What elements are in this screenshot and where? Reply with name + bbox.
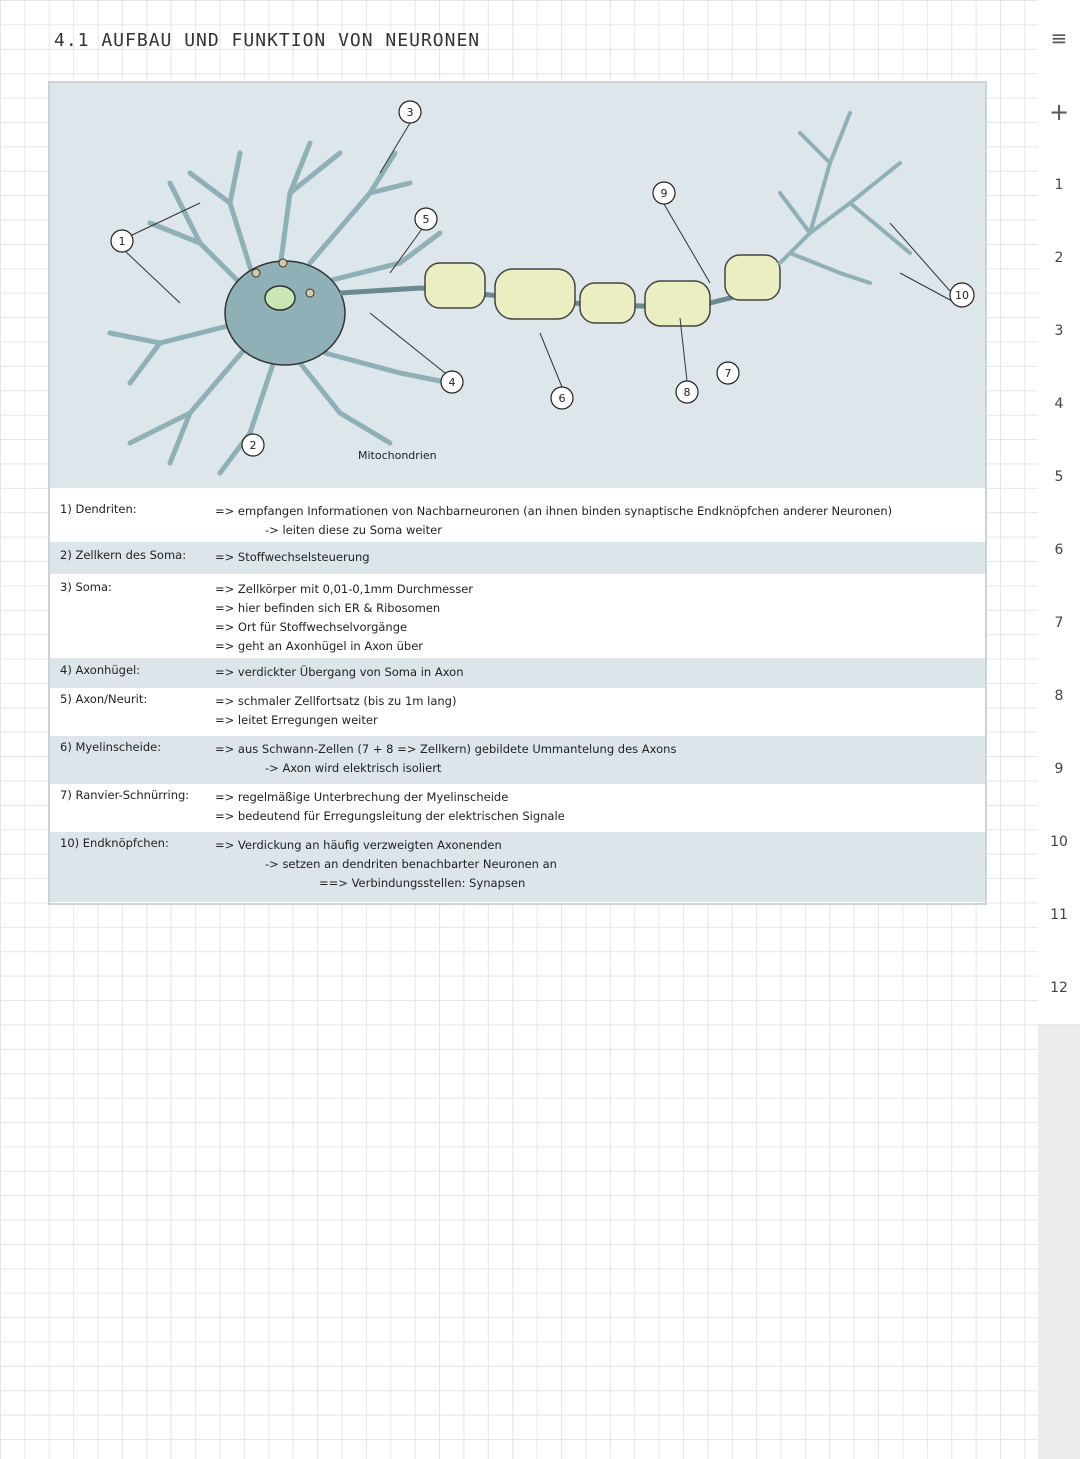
desc-line: => verdickter Übergang von Soma in Axon [215, 665, 464, 679]
description-table [50, 488, 985, 902]
row-myelinscheide [50, 736, 985, 784]
desc-line: => aus Schwann-Zellen (7 + 8 => Zellkern) gebildete Ummantelung des Axons [215, 742, 677, 756]
row-desc [215, 788, 985, 832]
row-label: 2) Zellkern des Soma: [60, 548, 187, 562]
myelin-sheaths [425, 255, 780, 326]
desc-line: ==> Verbindungsstellen: Synapsen [319, 876, 526, 890]
row-axonhuegel [50, 658, 985, 688]
row-zellkern [50, 542, 985, 574]
row-desc [215, 740, 985, 784]
desc-line: => Zellkörper mit 0,01-0,1mm Durchmesser [215, 582, 474, 596]
page-tab-4[interactable]: 4 [1038, 367, 1080, 441]
menu-icon[interactable]: ≡ [1038, 0, 1080, 76]
label-4: 4 [448, 376, 456, 389]
label-10: 10 [955, 289, 969, 302]
page-sidebar [1038, 0, 1080, 1459]
neuron-diagram [50, 83, 985, 488]
desc-line: => regelmäßige Unterbrechung der Myelinscheide [215, 790, 509, 804]
desc-line: -> leiten diese zu Soma weiter [265, 523, 442, 537]
row-label: 4) Axonhügel: [60, 663, 141, 677]
row-label: 6) Myelinscheide: [60, 740, 162, 754]
page-tab-9[interactable]: 9 [1038, 732, 1080, 806]
row-axon [50, 688, 985, 736]
desc-line: => Stoffwechselsteuerung [215, 550, 370, 564]
label-6: 6 [558, 392, 566, 405]
label-9: 9 [660, 187, 668, 200]
label-7: 7 [724, 367, 732, 380]
page-tab-11[interactable]: 11 [1038, 878, 1080, 952]
desc-line: => hier befinden sich ER & Ribosomen [215, 601, 441, 615]
row-desc [215, 548, 985, 574]
row-label: 5) Axon/Neurit: [60, 692, 148, 706]
page-tab-1[interactable]: 1 [1038, 148, 1080, 222]
page-tab-2[interactable]: 2 [1038, 221, 1080, 295]
desc-line: => empfangen Informationen von Nachbarneuronen (an ihnen binden synaptische Endknöpfchen anderer Neuronen) [215, 504, 893, 518]
row-desc [215, 580, 985, 658]
nucleus-shape [265, 286, 295, 310]
row-desc [215, 836, 985, 902]
label-5: 5 [422, 213, 430, 226]
add-page-button[interactable]: + [1038, 75, 1080, 149]
mitochondria-label: Mitochondrien [358, 449, 437, 462]
row-label: 10) Endknöpfchen: [60, 836, 169, 850]
desc-line: -> Axon wird elektrisch isoliert [265, 761, 442, 775]
page-title: 4.1 AUFBAU UND FUNKTION VON NEURONEN [54, 30, 481, 51]
page-tab-12[interactable]: 12 [1038, 951, 1080, 1025]
label-3: 3 [406, 106, 414, 119]
neuron-illustration [50, 83, 985, 488]
label-8: 8 [683, 386, 691, 399]
desc-line: => bedeutend für Erregungsleitung der elektrischen Signale [215, 809, 565, 823]
row-desc [215, 502, 985, 542]
label-2: 2 [249, 439, 257, 452]
neuron-card [48, 81, 987, 905]
row-label: 7) Ranvier-Schnürring: [60, 788, 190, 802]
page-tab-6[interactable]: 6 [1038, 513, 1080, 587]
desc-line: => geht an Axonhügel in Axon über [215, 639, 424, 653]
soma-shape [225, 261, 345, 365]
desc-line: => leitet Erregungen weiter [215, 713, 378, 727]
row-soma [50, 574, 985, 658]
page-tab-7[interactable]: 7 [1038, 586, 1080, 660]
page-tab-8[interactable]: 8 [1038, 659, 1080, 733]
page-tab-3[interactable]: 3 [1038, 294, 1080, 368]
row-dendriten [50, 488, 985, 542]
row-endknoepfchen [50, 832, 985, 902]
row-desc [215, 663, 985, 688]
row-desc [215, 692, 985, 736]
label-1: 1 [118, 235, 126, 248]
desc-line: => Verdickung an häufig verzweigten Axonenden [215, 838, 502, 852]
desc-line: -> setzen an dendriten benachbarter Neuronen an [265, 857, 557, 871]
desc-line: => schmaler Zellfortsatz (bis zu 1m lang) [215, 694, 457, 708]
page-tab-10[interactable]: 10 [1038, 805, 1080, 879]
page-tab-5[interactable]: 5 [1038, 440, 1080, 514]
row-ranvier [50, 784, 985, 832]
row-label: 1) Dendriten: [60, 502, 137, 516]
row-label: 3) Soma: [60, 580, 112, 594]
desc-line: => Ort für Stoffwechselvorgänge [215, 620, 408, 634]
